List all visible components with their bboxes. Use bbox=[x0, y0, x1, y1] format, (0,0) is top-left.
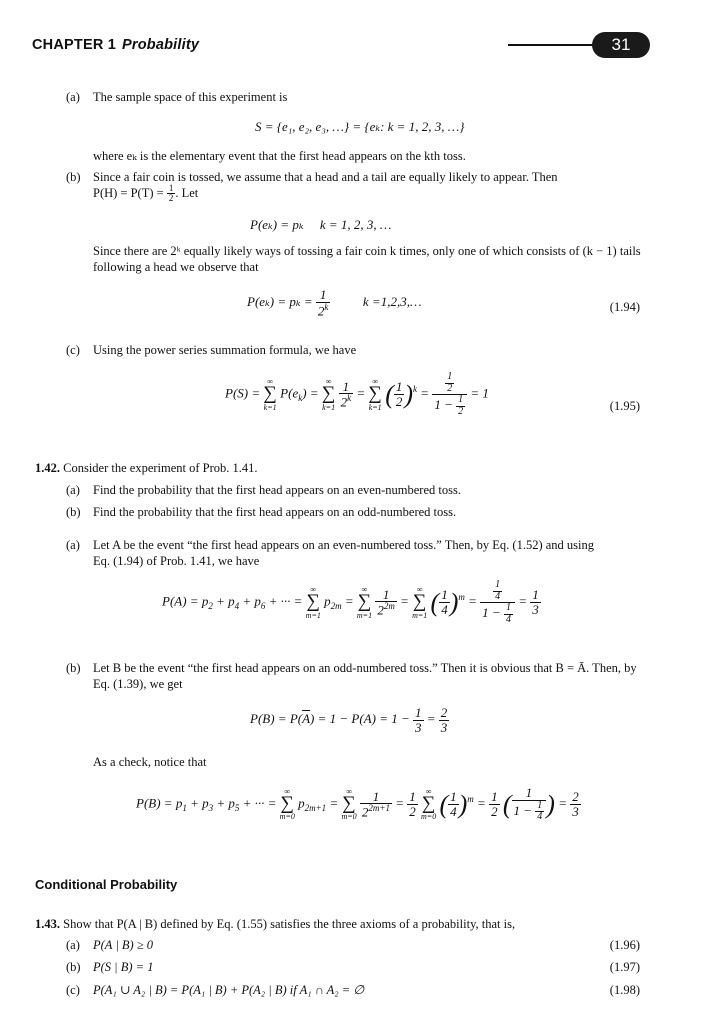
equation-pa: $P(A) = p_2 + p_4 + p_6$ + ··· = ∞ ∑ m=1 $p_{2m}$ = ∞ ∑ m=1 $\frac{1}{2^{2m}}$ = ∞ ∑ m=1 ( $\frac{1}{4}$ )$^m$ = $\frac{1}{4}$ 1 − $\frac{1}{4}$ = $\frac{1}{3}$ bbox=[162, 579, 539, 625]
problem-number: 1.43. bbox=[35, 917, 60, 931]
part-b-since2: following a head we observe that bbox=[93, 260, 259, 274]
part-b-since: Since there are 2ᵏ equally likely ways of tossing a fair coin k times, only one of which consists of (k − 1) tails bbox=[93, 244, 641, 258]
section-heading: Conditional Probability bbox=[35, 877, 178, 892]
running-header bbox=[32, 37, 199, 53]
problem-1-42 bbox=[35, 460, 258, 477]
problem-statement: Show that P(A | B) defined by Eq. (1.55) satisfies the three axioms of a probability, that is, bbox=[63, 917, 516, 931]
question-b: Find the probability that the first head appears on an odd-numbered toss. bbox=[93, 505, 457, 519]
part-b-line1: Since a fair coin is tossed, we assume that a head and a tail are equally likely to appear. Then bbox=[93, 170, 558, 184]
sum-symbol: ∞ ∑ k=1 bbox=[368, 376, 382, 412]
part-b-label: (b) bbox=[66, 170, 81, 184]
solution-a-line1: Let A be the event “the first head appears on an even-numbered toss.” Then, by Eq. (1.52) and using bbox=[93, 538, 595, 552]
part-a-text: The sample space of this experiment is bbox=[93, 90, 288, 104]
sum-symbol: ∞ ∑ k=1 bbox=[263, 376, 277, 412]
equation-1-95: P(S) = ∞ ∑ k=1 $P(e_k)$ = ∞ ∑ k=1 $\frac{1}{2^k}$ = ∞ ∑ k=1 ( $\frac{1}{2}$ )$^k$ = $\frac{1}{2}$ 1 − $\frac{1}{2}$ = 1 bbox=[225, 371, 489, 417]
eqno-1-94: (1.94) bbox=[609, 300, 640, 314]
pk-definition: P(eₖ) = pₖ k = 1, 2, 3, … bbox=[250, 217, 392, 232]
header-rule bbox=[508, 44, 603, 46]
axiom-b-label: (b) bbox=[66, 960, 81, 974]
eqno-1-98: (1.98) bbox=[609, 983, 640, 997]
solution-a-label: (a) bbox=[66, 538, 80, 552]
question-a: Find the probability that the first head appears on an even-numbered toss. bbox=[93, 483, 461, 497]
axiom-c-label: (c) bbox=[66, 983, 80, 997]
axiom-c: P(A₁ ∪ A₂ | B) = P(A₁ | B) + P(A₂ | B) if A₁ ∩ A₂ = ∅ bbox=[93, 983, 365, 997]
sum-symbol: ∞ ∑ k=1 bbox=[321, 376, 336, 412]
eqno-1-96: (1.96) bbox=[609, 938, 640, 952]
pht-text: P(H) = P(T) = bbox=[93, 185, 164, 200]
solution-b-line1: Let B be the event “the first head appears on an odd-numbered toss.” Then it is obvious that B = Ā. Then, by bbox=[93, 661, 637, 675]
check-text: As a check, notice that bbox=[93, 755, 207, 769]
equation-pb: $P(B) = P(\overline{A}) = 1 - P(A) = 1$ − $\frac{1}{3}$ = $\frac{2}{3}$ bbox=[250, 705, 448, 735]
equation-check: $P(B) = p_1 + p_3 + p_5$ + ··· = ∞ ∑ m=0 $p_{2m+1}$ = ∞ ∑ m=0 $\frac{1}{2^{2m+1}}$ = $\frac{1}{2}$ ∞ ∑ m=0 ( $\frac{1}{4}$ )$^m$ = $\frac{1}{2}$ ( 1 1 − $\frac{1}{4}$ ) = $\frac{2}{3}$ bbox=[136, 785, 579, 823]
equation-1-94 bbox=[247, 288, 422, 318]
half-fraction: $\frac{1}{2}$ bbox=[168, 183, 174, 204]
eq194-rhs: k =1,2,3,… bbox=[362, 293, 422, 309]
axiom-a: P(A | B) ≥ 0 bbox=[93, 938, 154, 952]
solution-a-line2: Eq. (1.94) of Prob. 1.41, we have bbox=[93, 554, 260, 568]
question-b-label: (b) bbox=[66, 505, 81, 519]
part-b-line2 bbox=[93, 184, 198, 204]
axiom-a-label: (a) bbox=[66, 938, 80, 952]
problem-statement: Consider the experiment of Prob. 1.41. bbox=[63, 461, 258, 475]
problem-number: 1.42. bbox=[35, 461, 60, 475]
eq194-lhs: P(eₖ) = pₖ = bbox=[247, 293, 313, 309]
part-a-where: where eₖ is the elementary event that the first head appears on the kth toss. bbox=[93, 149, 466, 163]
eqno-1-97: (1.97) bbox=[609, 960, 640, 974]
let-text: . Let bbox=[175, 185, 199, 200]
part-c-text: Using the power series summation formula, we have bbox=[93, 343, 357, 357]
sample-space-formula: S = {e₁, e₂, e₃, …} = {eₖ: k = 1, 2, 3, …} bbox=[255, 119, 465, 134]
eq194-fraction: $\frac{1}{2^k}$ bbox=[317, 287, 329, 318]
question-a-label: (a) bbox=[66, 483, 80, 497]
page-number-badge: 31 bbox=[592, 32, 650, 58]
chapter-title: Probability bbox=[121, 37, 200, 53]
problem-1-43 bbox=[35, 916, 515, 933]
axiom-b: P(S | B) = 1 bbox=[93, 960, 154, 974]
part-c-label: (c) bbox=[66, 343, 80, 357]
solution-b-label: (b) bbox=[66, 661, 81, 675]
solution-b-line2: Eq. (1.39), we get bbox=[93, 677, 183, 691]
eqno-1-95: (1.95) bbox=[609, 399, 640, 413]
part-a-label: (a) bbox=[66, 90, 80, 104]
chapter-label: CHAPTER 1 bbox=[32, 37, 116, 53]
